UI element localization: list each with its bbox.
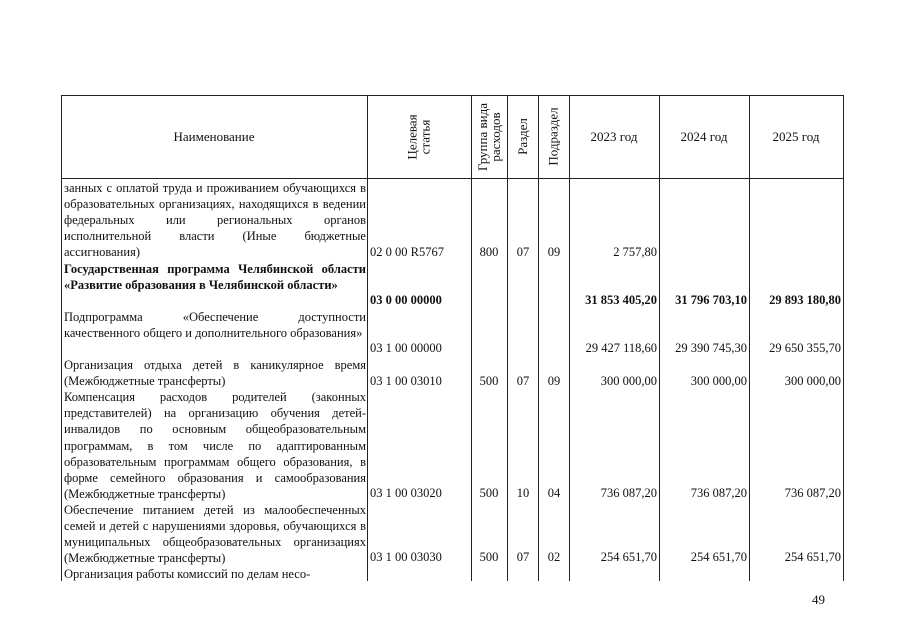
row-code: 03 1 00 03030 bbox=[370, 550, 442, 564]
header-bottom-border bbox=[61, 178, 844, 179]
row-name: Организация отдыха детей в каникулярное время (Межбюджетные трансферты) bbox=[64, 358, 366, 389]
row-code: 03 0 00 00000 bbox=[370, 293, 442, 307]
row-subsection: 02 bbox=[547, 550, 561, 564]
header-subsection-label: Подраздел bbox=[546, 107, 562, 166]
row-2025: 29 650 355,70 bbox=[769, 341, 841, 355]
row-section: 10 bbox=[516, 486, 530, 500]
header-group-line1: Группа вида bbox=[475, 102, 491, 171]
page-number: 49 bbox=[812, 592, 825, 607]
row-2024: 254 651,70 bbox=[690, 550, 747, 564]
row-subsection: 09 bbox=[547, 374, 561, 388]
row-2024: 31 796 703,10 bbox=[675, 293, 747, 307]
row-group: 500 bbox=[479, 486, 499, 500]
col-border bbox=[843, 95, 844, 581]
row-2023: 29 427 118,60 bbox=[585, 341, 657, 355]
row-code: 03 1 00 03020 bbox=[370, 486, 442, 500]
header-group-line2: расходов bbox=[488, 111, 504, 162]
header-2025-label: 2025 год bbox=[772, 128, 820, 144]
row-2025: 300 000,00 bbox=[784, 374, 841, 388]
header-target bbox=[367, 95, 471, 178]
row-2025: 736 087,20 bbox=[784, 486, 841, 500]
row-2023: 31 853 405,20 bbox=[585, 293, 657, 307]
row-code: 03 1 00 00000 bbox=[370, 341, 442, 355]
row-subsection: 09 bbox=[547, 245, 561, 259]
row-section: 07 bbox=[516, 550, 530, 564]
row-2024: 300 000,00 bbox=[690, 374, 747, 388]
row-name: Подпрограмма «Обеспечение доступности качественного общего и дополнительного образования» bbox=[64, 309, 366, 340]
row-2023: 300 000,00 bbox=[600, 374, 657, 388]
header-target-line1: Целевая bbox=[404, 113, 420, 160]
row-name: Государственная программа Челябинской области «Развитие образования в Челябинской области» bbox=[64, 261, 366, 292]
row-2023: 736 087,20 bbox=[600, 486, 657, 500]
row-subsection: 04 bbox=[547, 486, 561, 500]
row-section: 07 bbox=[516, 245, 530, 259]
row-group: 800 bbox=[479, 245, 499, 259]
header-2025 bbox=[749, 95, 843, 178]
header-name-label: Наименование bbox=[173, 128, 255, 144]
row-section: 07 bbox=[516, 374, 530, 388]
header-section bbox=[507, 95, 538, 178]
row-2023: 254 651,70 bbox=[600, 550, 657, 564]
row-2024: 29 390 745,30 bbox=[675, 341, 747, 355]
row-code: 03 1 00 03010 bbox=[370, 374, 442, 388]
header-2024 bbox=[659, 95, 749, 178]
header-name bbox=[61, 95, 367, 178]
header-section-label: Раздел bbox=[515, 118, 530, 155]
header-2023 bbox=[569, 95, 659, 178]
header-group-label bbox=[476, 103, 502, 171]
header-target-line2: статья bbox=[417, 119, 433, 154]
row-name: Обеспечение питанием детей из малообеспеченных семей и детей с нарушениями здоровья, обучающихся в муниципальных общеобразовательных организациях (Межбюджетные трансферты) bbox=[64, 502, 366, 566]
row-code: 02 0 00 R5767 bbox=[370, 245, 444, 259]
row-2024: 736 087,20 bbox=[690, 486, 747, 500]
row-name: Организация работы комиссий по делам несо- bbox=[64, 567, 311, 582]
row-name: Компенсация расходов родителей (законных представителей) на организацию обучения детей-инвалидов по основным общеобразовательным программам, в том числе по адаптированным образовательным программам общего образования, в форме семейного образования и самообразования (Межбюджетные трансферты) bbox=[64, 390, 366, 501]
header-2023-label: 2023 год bbox=[590, 128, 638, 144]
header-group bbox=[471, 95, 507, 178]
row-2025: 29 893 180,80 bbox=[769, 293, 841, 307]
header-subsection bbox=[538, 95, 569, 178]
row-group: 500 bbox=[479, 374, 499, 388]
name-column bbox=[64, 180, 366, 582]
header-target-label bbox=[406, 114, 432, 159]
row-group: 500 bbox=[479, 550, 499, 564]
row-2025: 254 651,70 bbox=[784, 550, 841, 564]
row-2023: 2 757,80 bbox=[613, 245, 657, 259]
header-2024-label: 2024 год bbox=[680, 128, 728, 144]
budget-table bbox=[61, 95, 844, 581]
row-name: занных с оплатой труда и проживанием обучающихся в образовательных организациях, находящихся в ведении федеральных или региональных органов исполнительной власти (Иные бюджетные ассигнования) bbox=[64, 181, 366, 260]
